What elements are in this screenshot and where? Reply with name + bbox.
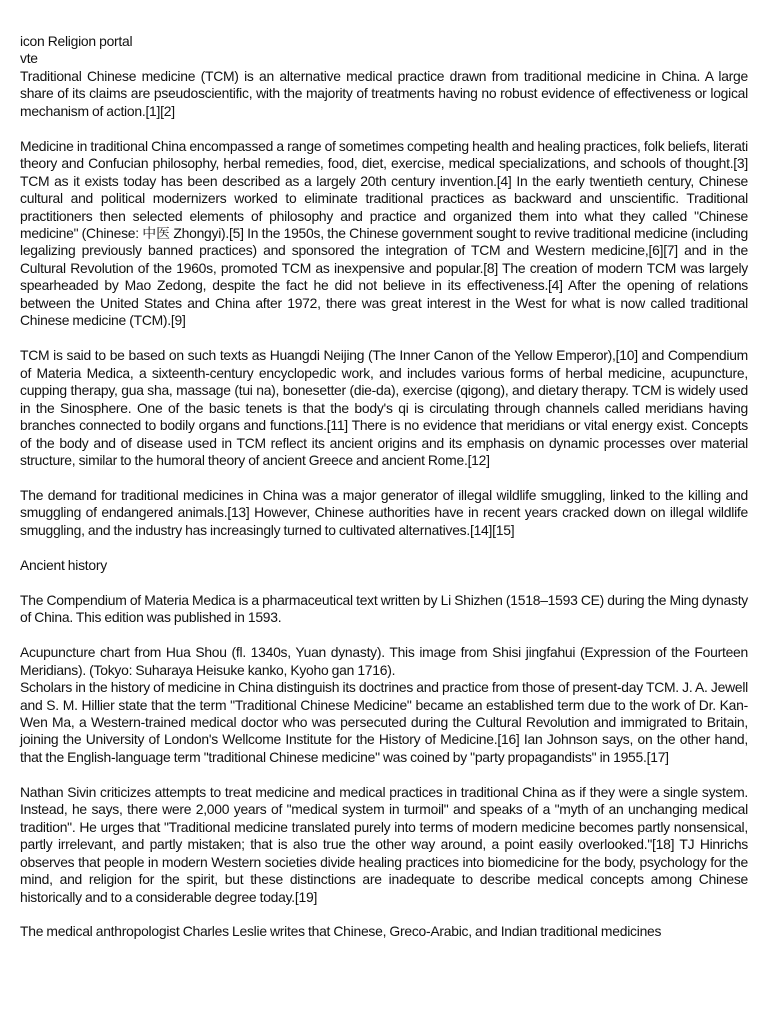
intro-paragraph: Traditional Chinese medicine (TCM) is an alternative medical practice drawn from traditional medicine in China. A large share of its claims are pseudoscientific, with the majority of treatments having no robust evidence of effectiveness or logical mechanism of action.[1][2] [20,67,748,119]
sivin-paragraph: Nathan Sivin criticizes attempts to treat medicine and medical practices in traditional China as if they were a single system. Instead, he says, there were 2,000 years of "medical system in turmoil" and speaks of a "myth of an unchanging medical tradition". He urges that "Traditional medicine translated purely into terms of modern medicine becomes partly nonsensical, partly irrelevant, and partly mistaken; that is also true the other way around, a point easily overlooked."[18] TJ Hinrichs observes that people in modern Western societies divide healing practices into biomedicine for the body, psychology for the mind, and religion for the spirit, but these distinctions are inadequate to describe medical concepts among Chinese historically and to a considerable degree today.[19] [20,783,748,905]
portal-link[interactable]: icon Religion portal [20,33,133,49]
wildlife-paragraph: The demand for traditional medicines in China was a major generator of illegal wildlife smuggling, linked to the killing and smuggling of endangered animals.[13] However, Chinese authorities have in recent years cracked down on illegal wildlife smuggling, and the industry has increasingly turned to cultivated alternatives.[14][15] [20,486,748,538]
article-body [20,33,748,958]
compendium-caption: The Compendium of Materia Medica is a pharmaceutical text written by Li Shizhen (1518–1593 CE) during the Ming dynasty of China. This edition was published in 1593. [20,591,748,626]
vte-links[interactable]: vte [20,50,38,67]
texts-paragraph: TCM is said to be based on such texts as Huangdi Neijing (The Inner Canon of the Yellow Emperor),[10] and Compendium of Materia Medica, a sixteenth-century encyclopedic work, and includes various forms of herbal medicine, acupuncture, cupping therapy, gua sha, massage (tui na), bonesetter (die-da), exercise (qigong), and dietary therapy. TCM is widely used in the Sinosphere. One of the basic tenets is that the body's qi is circulating through channels called meridians having branches connected to bodily organs and functions.[11] There is no evidence that meridians or vital energy exist. Concepts of the body and of disease used in TCM reflect its ancient origins and its emphasis on dynamic processes over material structure, similar to the humoral theory of ancient Greece and ancient Rome.[12] [20,347,748,468]
leslie-paragraph: The medical anthropologist Charles Leslie writes that Chinese, Greco-Arabic, and Indian traditional medicines [20,923,662,940]
history-paragraph: Medicine in traditional China encompassed a range of sometimes competing health and healing practices, folk beliefs, literati theory and Confucian philosophy, herbal remedies, food, diet, exercise, medical specializations, and schools of thought.[3] TCM as it exists today has been described as a largely 20th century invention.[4] In the early twentieth century, Chinese cultural and political modernizers worked to eliminate traditional practices as backward and unscientific. Traditional practitioners then selected elements of philosophy and practice and organized them into what they called "Chinese medicine" (Chinese: 中医 Zhongyi).[5] In the 1950s, the Chinese government sought to revive traditional medicine (including legalizing previously banned practices) and sponsored the integration of TCM and Western medicine,[6][7] and in the Cultural Revolution of the 1960s, promoted TCM as inexpensive and popular.[8] The creation of modern TCM was largely spearheaded by Mao Zedong, despite the fact he did not believe in its effectiveness.[4] After the opening of relations between the United States and China after 1972, there was great interest in the West for what is now called traditional Chinese medicine (TCM).[9] [20,137,748,329]
section-heading-ancient-history: Ancient history [20,556,107,573]
scholars-paragraph: Scholars in the history of medicine in China distinguish its doctrines and practice from those of present-day TCM. J. A. Jewell and S. M. Hillier state that the term "Traditional Chinese Medicine" became an established term due to the work of Dr. Kan-Wen Ma, a Western-trained medical doctor who was persecuted during the Cultural Revolution and immigrated to Britain, joining the University of London's Wellcome Institute for the History of Medicine.[16] Ian Johnson says, on the other hand, that the English-language term "traditional Chinese medicine" was coined by "party propagandists" in 1955.[17] [20,679,748,765]
acupuncture-chart-caption: Acupuncture chart from Hua Shou (fl. 1340s, Yuan dynasty). This image from Shisi jingfahui (Expression of the Fourteen Meridians). (Tokyo: Suharaya Heisuke kanko, Kyoho gan 1716). [20,644,748,678]
